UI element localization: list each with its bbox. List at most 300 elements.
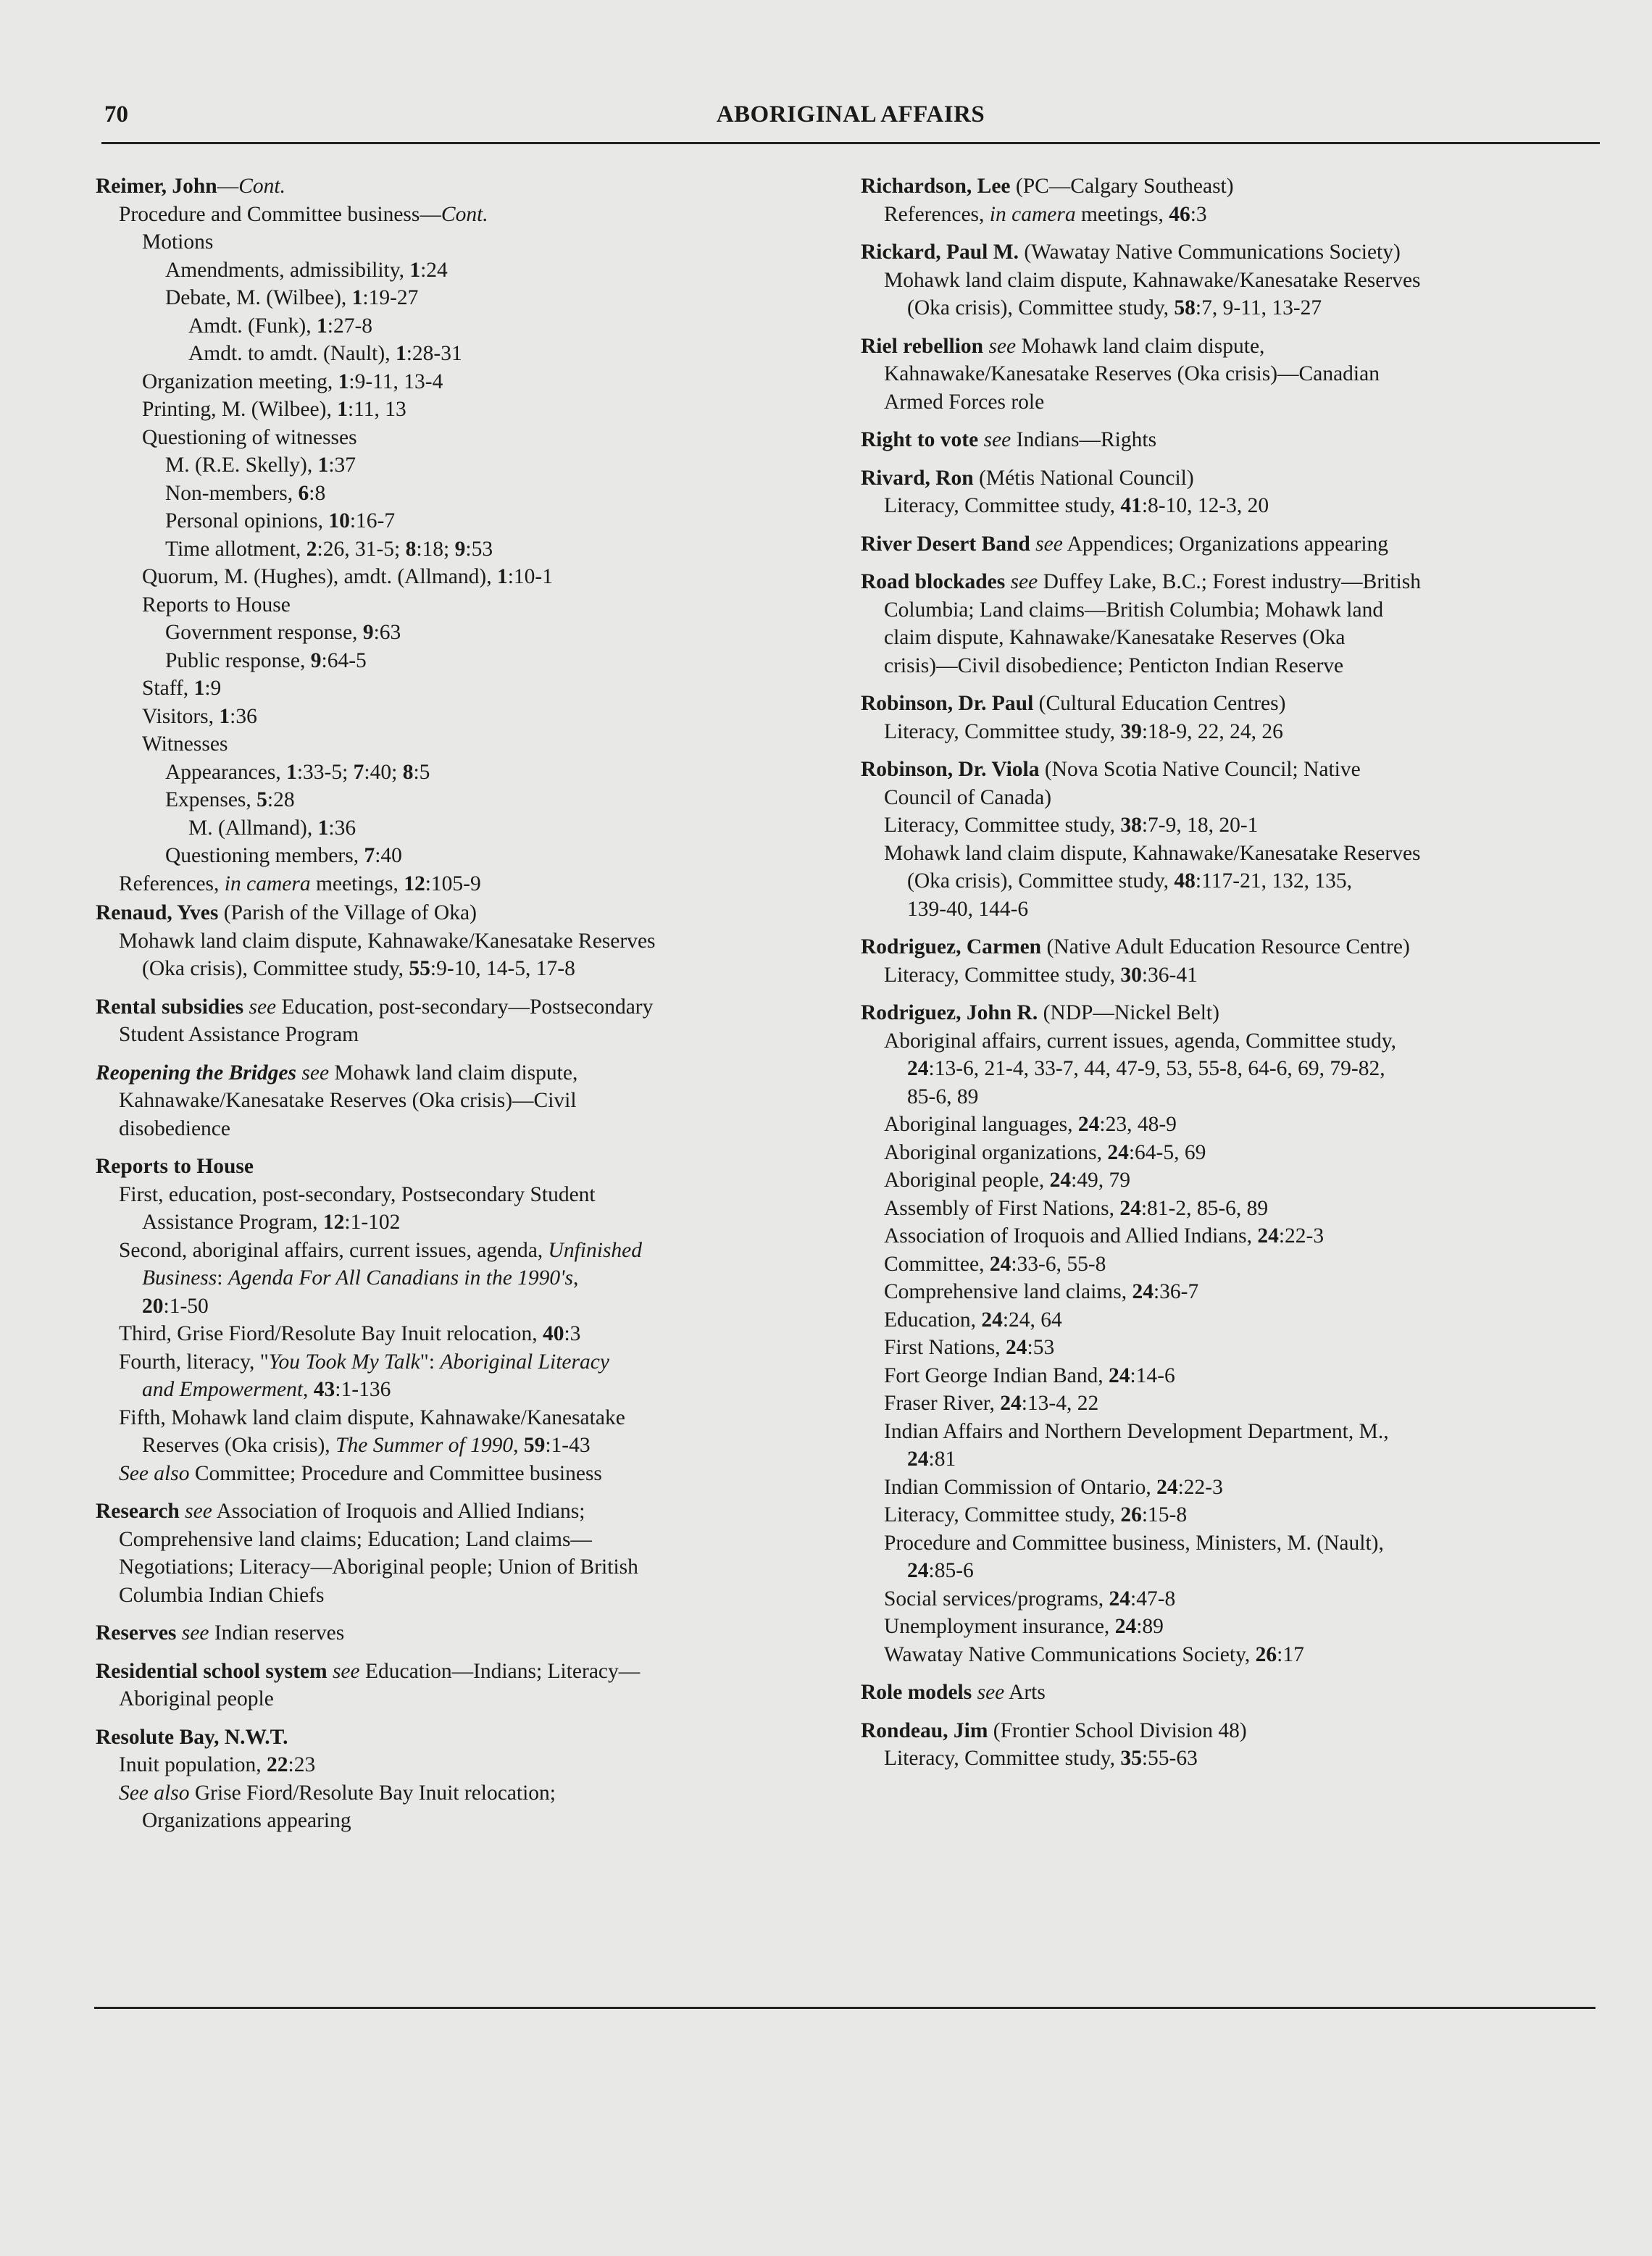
- page-header: [101, 99, 1600, 144]
- entry-text: 1: [496, 565, 508, 588]
- entry-subline: [96, 1526, 820, 1554]
- entry-subline: [861, 1745, 1593, 1773]
- entry-subline: [96, 870, 820, 898]
- index-entry: [96, 1153, 820, 1487]
- entry-text: 8: [402, 760, 414, 784]
- entry-text: 46: [1169, 202, 1190, 226]
- entry-subline: [96, 1320, 820, 1348]
- entry-text: Rondeau, Jim: [861, 1718, 988, 1742]
- index-entry: [96, 899, 820, 983]
- entry-text: Mohawk land claim dispute, Kahnawake/Kanesatake Reserves: [884, 841, 1421, 865]
- entry-text: :85-6: [928, 1559, 974, 1582]
- entry-text: :26, 31-5;: [317, 537, 406, 561]
- index-column-right: [861, 172, 1593, 1783]
- index-entry: [96, 1497, 820, 1609]
- entry-heading: [96, 1059, 820, 1087]
- entry-text: (Native Adult Education Resource Centre): [1041, 935, 1410, 958]
- index-entry: [861, 464, 1593, 520]
- entry-text: Indian reserves: [209, 1621, 345, 1645]
- entry-heading: [861, 426, 1593, 454]
- entry-text: :28-31: [406, 342, 462, 365]
- entry-subline: [861, 895, 1593, 924]
- entry-text: ,: [513, 1434, 524, 1457]
- entry-subline: [96, 730, 820, 759]
- entry-subline: [96, 312, 820, 341]
- entry-text: Education,: [884, 1308, 982, 1332]
- entry-text: 24: [1006, 1336, 1027, 1359]
- entry-text: 24: [907, 1559, 929, 1582]
- entry-text: References,: [884, 202, 990, 226]
- entry-text: :9: [204, 677, 222, 700]
- entry-subline: [861, 1139, 1593, 1167]
- entry-subline: [96, 1087, 820, 1115]
- entry-text: 24: [1114, 1615, 1137, 1638]
- entry-text: :36: [328, 816, 356, 840]
- entry-text: See also: [119, 1781, 190, 1805]
- entry-text: Kahnawake/Kanesatake Reserves (Oka crisis)—Canadian: [884, 362, 1380, 385]
- entry-text: :19-27: [362, 286, 419, 309]
- entry-subline: [861, 1055, 1593, 1083]
- entry-text: 5: [256, 788, 267, 811]
- entry-text: :8: [309, 481, 326, 505]
- entry-text: [972, 1681, 977, 1704]
- entry-text: Appendices; Organizations appearing: [1062, 532, 1389, 556]
- entry-text: 6: [298, 481, 309, 505]
- entry-text: :53: [465, 537, 493, 561]
- entry-text: 9: [454, 537, 466, 561]
- entry-subline: [96, 759, 820, 787]
- entry-text: Cont.: [441, 202, 488, 226]
- entry-subline: [861, 1306, 1593, 1334]
- entry-subline: [861, 1474, 1593, 1502]
- index-entry: [96, 1059, 820, 1143]
- entry-text: 24: [1257, 1224, 1279, 1248]
- entry-text: Riel rebellion: [861, 334, 984, 358]
- entry-text: 43: [313, 1378, 335, 1401]
- entry-text: Appearances,: [165, 760, 287, 784]
- entry-subline: [861, 1195, 1593, 1223]
- entry-subline: [861, 840, 1593, 868]
- entry-text: Reserves (Oka crisis),: [142, 1434, 336, 1457]
- entry-text: :7, 9-11, 13-27: [1195, 296, 1322, 319]
- entry-text: 24: [1000, 1392, 1022, 1415]
- entry-text: :117-21, 132, 135,: [1195, 869, 1352, 893]
- entry-subline: [861, 784, 1593, 812]
- entry-text: Indian Affairs and Northern Development Department, M.,: [884, 1419, 1389, 1443]
- entry-text: Fraser River,: [884, 1392, 1001, 1415]
- entry-subline: [96, 927, 820, 956]
- entry-subline: [861, 1641, 1593, 1669]
- entry-text: (Frontier School Division 48): [988, 1718, 1247, 1742]
- entry-text: Visitors,: [142, 704, 220, 728]
- entry-text: :18;: [416, 537, 455, 561]
- entry-text: :81: [928, 1447, 956, 1471]
- entry-text: The Summer of 1990: [335, 1434, 514, 1457]
- entry-text: :40: [375, 844, 402, 867]
- entry-text: Road blockades: [861, 570, 1006, 593]
- entry-text: Research: [96, 1500, 180, 1523]
- entry-text: :89: [1136, 1615, 1164, 1638]
- entry-text: 24: [1107, 1140, 1129, 1164]
- entry-text: [978, 428, 983, 451]
- entry-text: disobedience: [119, 1116, 230, 1140]
- entry-text: :18-9, 22, 24, 26: [1141, 719, 1283, 743]
- entry-text: 1: [337, 398, 348, 421]
- entry-text: Personal opinions,: [165, 509, 329, 532]
- entry-subline: [861, 1557, 1593, 1585]
- entry-text: Fort George Indian Band,: [884, 1363, 1109, 1387]
- entry-text: Staff,: [142, 677, 194, 700]
- entry-text: Columbia; Land claims—British Columbia; Mohawk land: [884, 598, 1384, 622]
- entry-heading: [96, 899, 820, 927]
- entry-subline: [96, 814, 820, 843]
- entry-text: Rodriguez, John R.: [861, 1001, 1038, 1024]
- index-entry: [861, 333, 1593, 417]
- entry-subline: [861, 267, 1593, 295]
- entry-subline: [96, 786, 820, 814]
- entry-text: 20: [142, 1294, 164, 1318]
- entry-text: Committee,: [884, 1252, 990, 1276]
- entry-text: 24: [1049, 1169, 1072, 1192]
- index-entry: [861, 933, 1593, 989]
- entry-text: :36: [230, 704, 257, 728]
- entry-text: 39: [1120, 719, 1142, 743]
- entry-heading: [861, 333, 1593, 361]
- entry-subline: [861, 1222, 1593, 1250]
- entry-text: 24: [1132, 1280, 1154, 1303]
- entry-text: Questioning of witnesses: [142, 425, 357, 449]
- entry-text: 26: [1255, 1642, 1277, 1666]
- entry-text: Armed Forces role: [884, 390, 1045, 414]
- entry-text: :1-50: [163, 1294, 209, 1318]
- entry-subline: [96, 674, 820, 703]
- entry-text: Indians—Rights: [1011, 428, 1157, 451]
- entry-text: Aboriginal languages,: [884, 1113, 1078, 1136]
- entry-subline: [96, 340, 820, 368]
- entry-text: 58: [1174, 296, 1196, 319]
- entry-text: Literacy, Committee study,: [884, 814, 1121, 837]
- entry-text: Indian Commission of Ontario,: [884, 1475, 1157, 1499]
- entry-text: Literacy, Committee study,: [884, 1503, 1121, 1526]
- entry-text: Wawatay Native Communications Society,: [884, 1642, 1256, 1666]
- entry-text: 12: [322, 1211, 345, 1234]
- entry-text: 38: [1120, 814, 1142, 837]
- entry-text: Rental subsidies: [96, 995, 244, 1019]
- entry-text: 59: [523, 1434, 546, 1457]
- entry-text: Kahnawake/Kanesatake Reserves (Oka crisis)—Civil: [119, 1089, 577, 1112]
- entry-subline: [96, 368, 820, 396]
- entry-text: :8-10, 12-3, 20: [1141, 494, 1269, 517]
- entry-text: 1: [395, 342, 406, 365]
- entry-text: :1-136: [335, 1378, 391, 1401]
- entry-text: see: [983, 428, 1011, 451]
- entry-subline: [861, 811, 1593, 840]
- entry-text: Reserves: [96, 1621, 177, 1645]
- entry-heading: [96, 1619, 820, 1647]
- entry-subline: [96, 228, 820, 256]
- entry-text: Robinson, Dr. Paul: [861, 692, 1034, 715]
- entry-subline: [96, 1807, 820, 1835]
- entry-subline: [96, 1582, 820, 1610]
- entry-text: meetings,: [310, 872, 404, 895]
- entry-heading: [96, 1724, 820, 1752]
- entry-text: see: [1010, 570, 1038, 593]
- entry-heading: [861, 530, 1593, 559]
- entry-text: Aboriginal affairs, current issues, agenda, Committee study,: [884, 1029, 1397, 1053]
- entry-text: Association of Iroquois and Allied Indians,: [884, 1224, 1258, 1248]
- entry-text: :24, 64: [1002, 1308, 1062, 1332]
- entry-text: :105-9: [425, 872, 481, 895]
- entry-text: Third, Grise Fiord/Resolute Bay Inuit relocation,: [119, 1322, 543, 1345]
- entry-text: 30: [1120, 963, 1142, 987]
- index-entry: [861, 1717, 1593, 1773]
- entry-text: Comprehensive land claims,: [884, 1280, 1132, 1303]
- entry-text: Quorum, M. (Hughes), amdt. (Allmand),: [142, 565, 497, 588]
- entry-text: M. (R.E. Skelly),: [165, 454, 318, 477]
- entry-text: Printing, M. (Wilbee),: [142, 398, 338, 421]
- entry-heading: [96, 1497, 820, 1526]
- entry-subline: [96, 396, 820, 424]
- entry-text: :24: [420, 258, 448, 282]
- entry-subline: [861, 1585, 1593, 1613]
- entry-text: :1-102: [344, 1211, 401, 1234]
- entry-text: (PC—Calgary Southeast): [1010, 175, 1234, 198]
- entry-text: Rickard, Paul M.: [861, 241, 1019, 264]
- entry-subline: [861, 1445, 1593, 1474]
- entry-text: :11, 13: [347, 398, 406, 421]
- entry-text: First, education, post-secondary, Postsecondary Student: [119, 1182, 596, 1206]
- entry-text: meetings,: [1075, 202, 1169, 226]
- entry-text: Committee; Procedure and Committee business: [189, 1461, 602, 1485]
- index-entry: [861, 426, 1593, 454]
- entry-subline: [96, 535, 820, 564]
- entry-text: :13-6, 21-4, 33-7, 44, 47-9, 53, 55-8, 64-6, 69, 79-82,: [928, 1057, 1385, 1080]
- entry-text: Student Assistance Program: [119, 1023, 359, 1046]
- entry-heading: [96, 1658, 820, 1686]
- entry-heading: [861, 172, 1593, 201]
- entry-text: 1: [409, 258, 421, 282]
- entry-text: Role models: [861, 1681, 972, 1704]
- entry-subline: [96, 1237, 820, 1265]
- entry-text: in camera: [224, 872, 311, 895]
- entry-subline: [861, 961, 1593, 990]
- entry-subline: [861, 1613, 1593, 1641]
- entry-subline: [861, 624, 1593, 652]
- entry-heading: [861, 1717, 1593, 1745]
- entry-subline: [96, 1181, 820, 1209]
- entry-text: :40;: [364, 760, 403, 784]
- entry-subline: [861, 596, 1593, 624]
- entry-text: [1005, 570, 1010, 593]
- entry-text: M. (Allmand),: [188, 816, 318, 840]
- entry-text: Negotiations; Literacy—Aboriginal people; Union of British: [119, 1555, 638, 1579]
- entry-text: Assistance Program,: [142, 1211, 323, 1234]
- entry-text: 1: [193, 677, 205, 700]
- entry-text: see: [977, 1681, 1005, 1704]
- entry-text: Duffey Lake, B.C.; Forest industry—British: [1038, 570, 1422, 593]
- entry-heading: [861, 690, 1593, 718]
- entry-text: :10-1: [507, 565, 553, 588]
- entry-text: :3: [1190, 202, 1207, 226]
- entry-text: Mohawk land claim dispute, Kahnawake/Kanesatake Reserves: [119, 929, 656, 953]
- entry-text: :22-3: [1177, 1475, 1223, 1499]
- entry-text: (Oka crisis), Committee study,: [907, 869, 1175, 893]
- entry-text: see: [332, 1659, 360, 1683]
- entry-subline: [96, 1432, 820, 1460]
- entry-text: Witnesses: [142, 732, 228, 756]
- entry-text: Renaud, Yves: [96, 901, 219, 924]
- entry-text: References,: [119, 872, 225, 895]
- entry-text: Reports to House: [142, 593, 291, 617]
- entry-text: Reopening the Bridges: [96, 1061, 296, 1085]
- entry-text: claim dispute, Kahnawake/Kanesatake Reserves (Oka: [884, 626, 1346, 649]
- entry-heading: [861, 568, 1593, 596]
- entry-text: :16-7: [349, 509, 396, 532]
- entry-subline: [96, 703, 820, 731]
- entry-text: :64-5: [321, 648, 367, 672]
- entry-text: :9-11, 13-4: [349, 369, 443, 393]
- entry-text: See also: [119, 1461, 190, 1485]
- entry-text: Procedure and Committee business, Ministers, M. (Nault),: [884, 1531, 1384, 1555]
- entry-text: Education—Indians; Literacy—: [359, 1659, 641, 1683]
- entry-text: 24: [989, 1252, 1011, 1276]
- entry-subline: [861, 1278, 1593, 1306]
- index-column-left: [96, 172, 820, 1845]
- entry-text: Literacy, Committee study,: [884, 719, 1121, 743]
- entry-text: Robinson, Dr. Viola: [861, 758, 1040, 781]
- entry-subline: [861, 1111, 1593, 1139]
- entry-text: Business: [142, 1266, 217, 1290]
- entry-text: 26: [1120, 1503, 1142, 1526]
- entry-text: Aboriginal Literacy: [440, 1350, 609, 1374]
- entry-subline: [861, 1166, 1593, 1195]
- entry-subline: [861, 1250, 1593, 1279]
- entry-text: :9-10, 14-5, 17-8: [430, 957, 575, 980]
- entry-text: Unemployment insurance,: [884, 1615, 1115, 1638]
- entry-text: :13-4, 22: [1021, 1392, 1099, 1415]
- entry-subline: [96, 1264, 820, 1292]
- entry-text: see: [181, 1621, 209, 1645]
- entry-text: Organization meeting,: [142, 369, 338, 393]
- entry-text: 24: [1109, 1587, 1130, 1610]
- entry-text: 1: [219, 704, 230, 728]
- entry-text: :36-41: [1141, 963, 1198, 987]
- entry-text: 22: [267, 1753, 288, 1776]
- entry-text: 24: [1119, 1196, 1141, 1220]
- entry-subline: [96, 424, 820, 452]
- entry-text: (Oka crisis), Committee study,: [907, 296, 1175, 319]
- index-entry: [861, 690, 1593, 745]
- entry-text: 40: [542, 1322, 564, 1345]
- entry-text: Time allotment,: [165, 537, 306, 561]
- entry-subline: [861, 867, 1593, 895]
- entry-heading: [861, 1679, 1593, 1707]
- entry-text: 24: [981, 1308, 1003, 1332]
- index-entry: [96, 172, 820, 898]
- entry-text: :33-6, 55-8: [1011, 1252, 1106, 1276]
- entry-text: (NDP—Nickel Belt): [1038, 1001, 1219, 1024]
- entry-text: :81-2, 85-6, 89: [1140, 1196, 1269, 1220]
- entry-subline: [96, 1751, 820, 1779]
- entry-text: :49, 79: [1071, 1169, 1131, 1192]
- entry-subline: [96, 1460, 820, 1488]
- entry-text: :15-8: [1141, 1503, 1188, 1526]
- entry-text: Grise Fiord/Resolute Bay Inuit relocation;: [189, 1781, 556, 1805]
- entry-text: see: [1035, 532, 1063, 556]
- entry-text: 24: [1108, 1363, 1130, 1387]
- entry-text: Motions: [142, 230, 214, 254]
- index-entry: [861, 756, 1593, 923]
- entry-subline: [96, 619, 820, 647]
- entry-text: 9: [362, 621, 374, 644]
- entry-text: 1: [317, 454, 329, 477]
- entry-text: (Oka crisis), Committee study,: [142, 957, 409, 980]
- entry-text: :: [217, 1266, 228, 1290]
- entry-subline: [861, 201, 1593, 229]
- entry-text: Expenses,: [165, 788, 257, 811]
- entry-text: ,: [303, 1378, 314, 1401]
- entry-text: see: [988, 334, 1017, 358]
- entry-text: :47-8: [1130, 1587, 1176, 1610]
- entry-text: and Empowerment: [142, 1378, 304, 1401]
- entry-subline: [96, 591, 820, 619]
- entry-heading: [96, 172, 820, 201]
- entry-text: Non-members,: [165, 481, 299, 505]
- entry-subline: [861, 1418, 1593, 1446]
- entry-text: Reports to House: [96, 1155, 254, 1178]
- entry-text: Residential school system: [96, 1659, 328, 1683]
- entry-subline: [861, 1362, 1593, 1390]
- index-entry: [96, 1619, 820, 1647]
- entry-subline: [861, 718, 1593, 746]
- footer-rule: [94, 2007, 1595, 2009]
- entry-text: 1: [317, 816, 329, 840]
- entry-text: :28: [267, 788, 295, 811]
- entry-subline: [861, 1334, 1593, 1362]
- entry-text: Mohawk land claim dispute, Kahnawake/Kanesatake Reserves: [884, 268, 1421, 292]
- entry-subline: [96, 1292, 820, 1321]
- entry-subline: [96, 451, 820, 480]
- entry-text: Aboriginal people,: [884, 1169, 1050, 1192]
- entry-text: Fourth, literacy, ": [119, 1350, 269, 1374]
- entry-text: Amendments, admissibility,: [165, 258, 410, 282]
- entry-text: Assembly of First Nations,: [884, 1196, 1120, 1220]
- entry-text: see: [185, 1500, 212, 1523]
- running-title: ABORIGINAL AFFAIRS: [716, 101, 985, 128]
- entry-text: Aboriginal organizations,: [884, 1140, 1108, 1164]
- entry-text: Literacy, Committee study,: [884, 494, 1121, 517]
- entry-subline: [96, 1021, 820, 1049]
- entry-subline: [861, 1529, 1593, 1558]
- entry-text: 12: [404, 872, 425, 895]
- entry-text: :14-6: [1130, 1363, 1175, 1387]
- entry-heading: [96, 1153, 820, 1181]
- entry-text: 24: [1077, 1113, 1100, 1136]
- index-entry: [861, 238, 1593, 322]
- entry-text: Unfinished: [548, 1238, 643, 1262]
- entry-subline: [96, 1208, 820, 1237]
- entry-text: Education, post-secondary—Postsecondary: [276, 995, 654, 1019]
- entry-text: ,: [572, 1266, 579, 1290]
- entry-text: You Took My Talk: [268, 1350, 420, 1374]
- entry-text: :22-3: [1278, 1224, 1324, 1248]
- index-entry: [861, 530, 1593, 559]
- entry-text: Organizations appearing: [142, 1809, 351, 1832]
- entry-text: see: [301, 1061, 330, 1085]
- entry-text: —: [217, 175, 239, 198]
- entry-text: 1: [338, 369, 349, 393]
- entry-text: Cont.: [238, 175, 285, 198]
